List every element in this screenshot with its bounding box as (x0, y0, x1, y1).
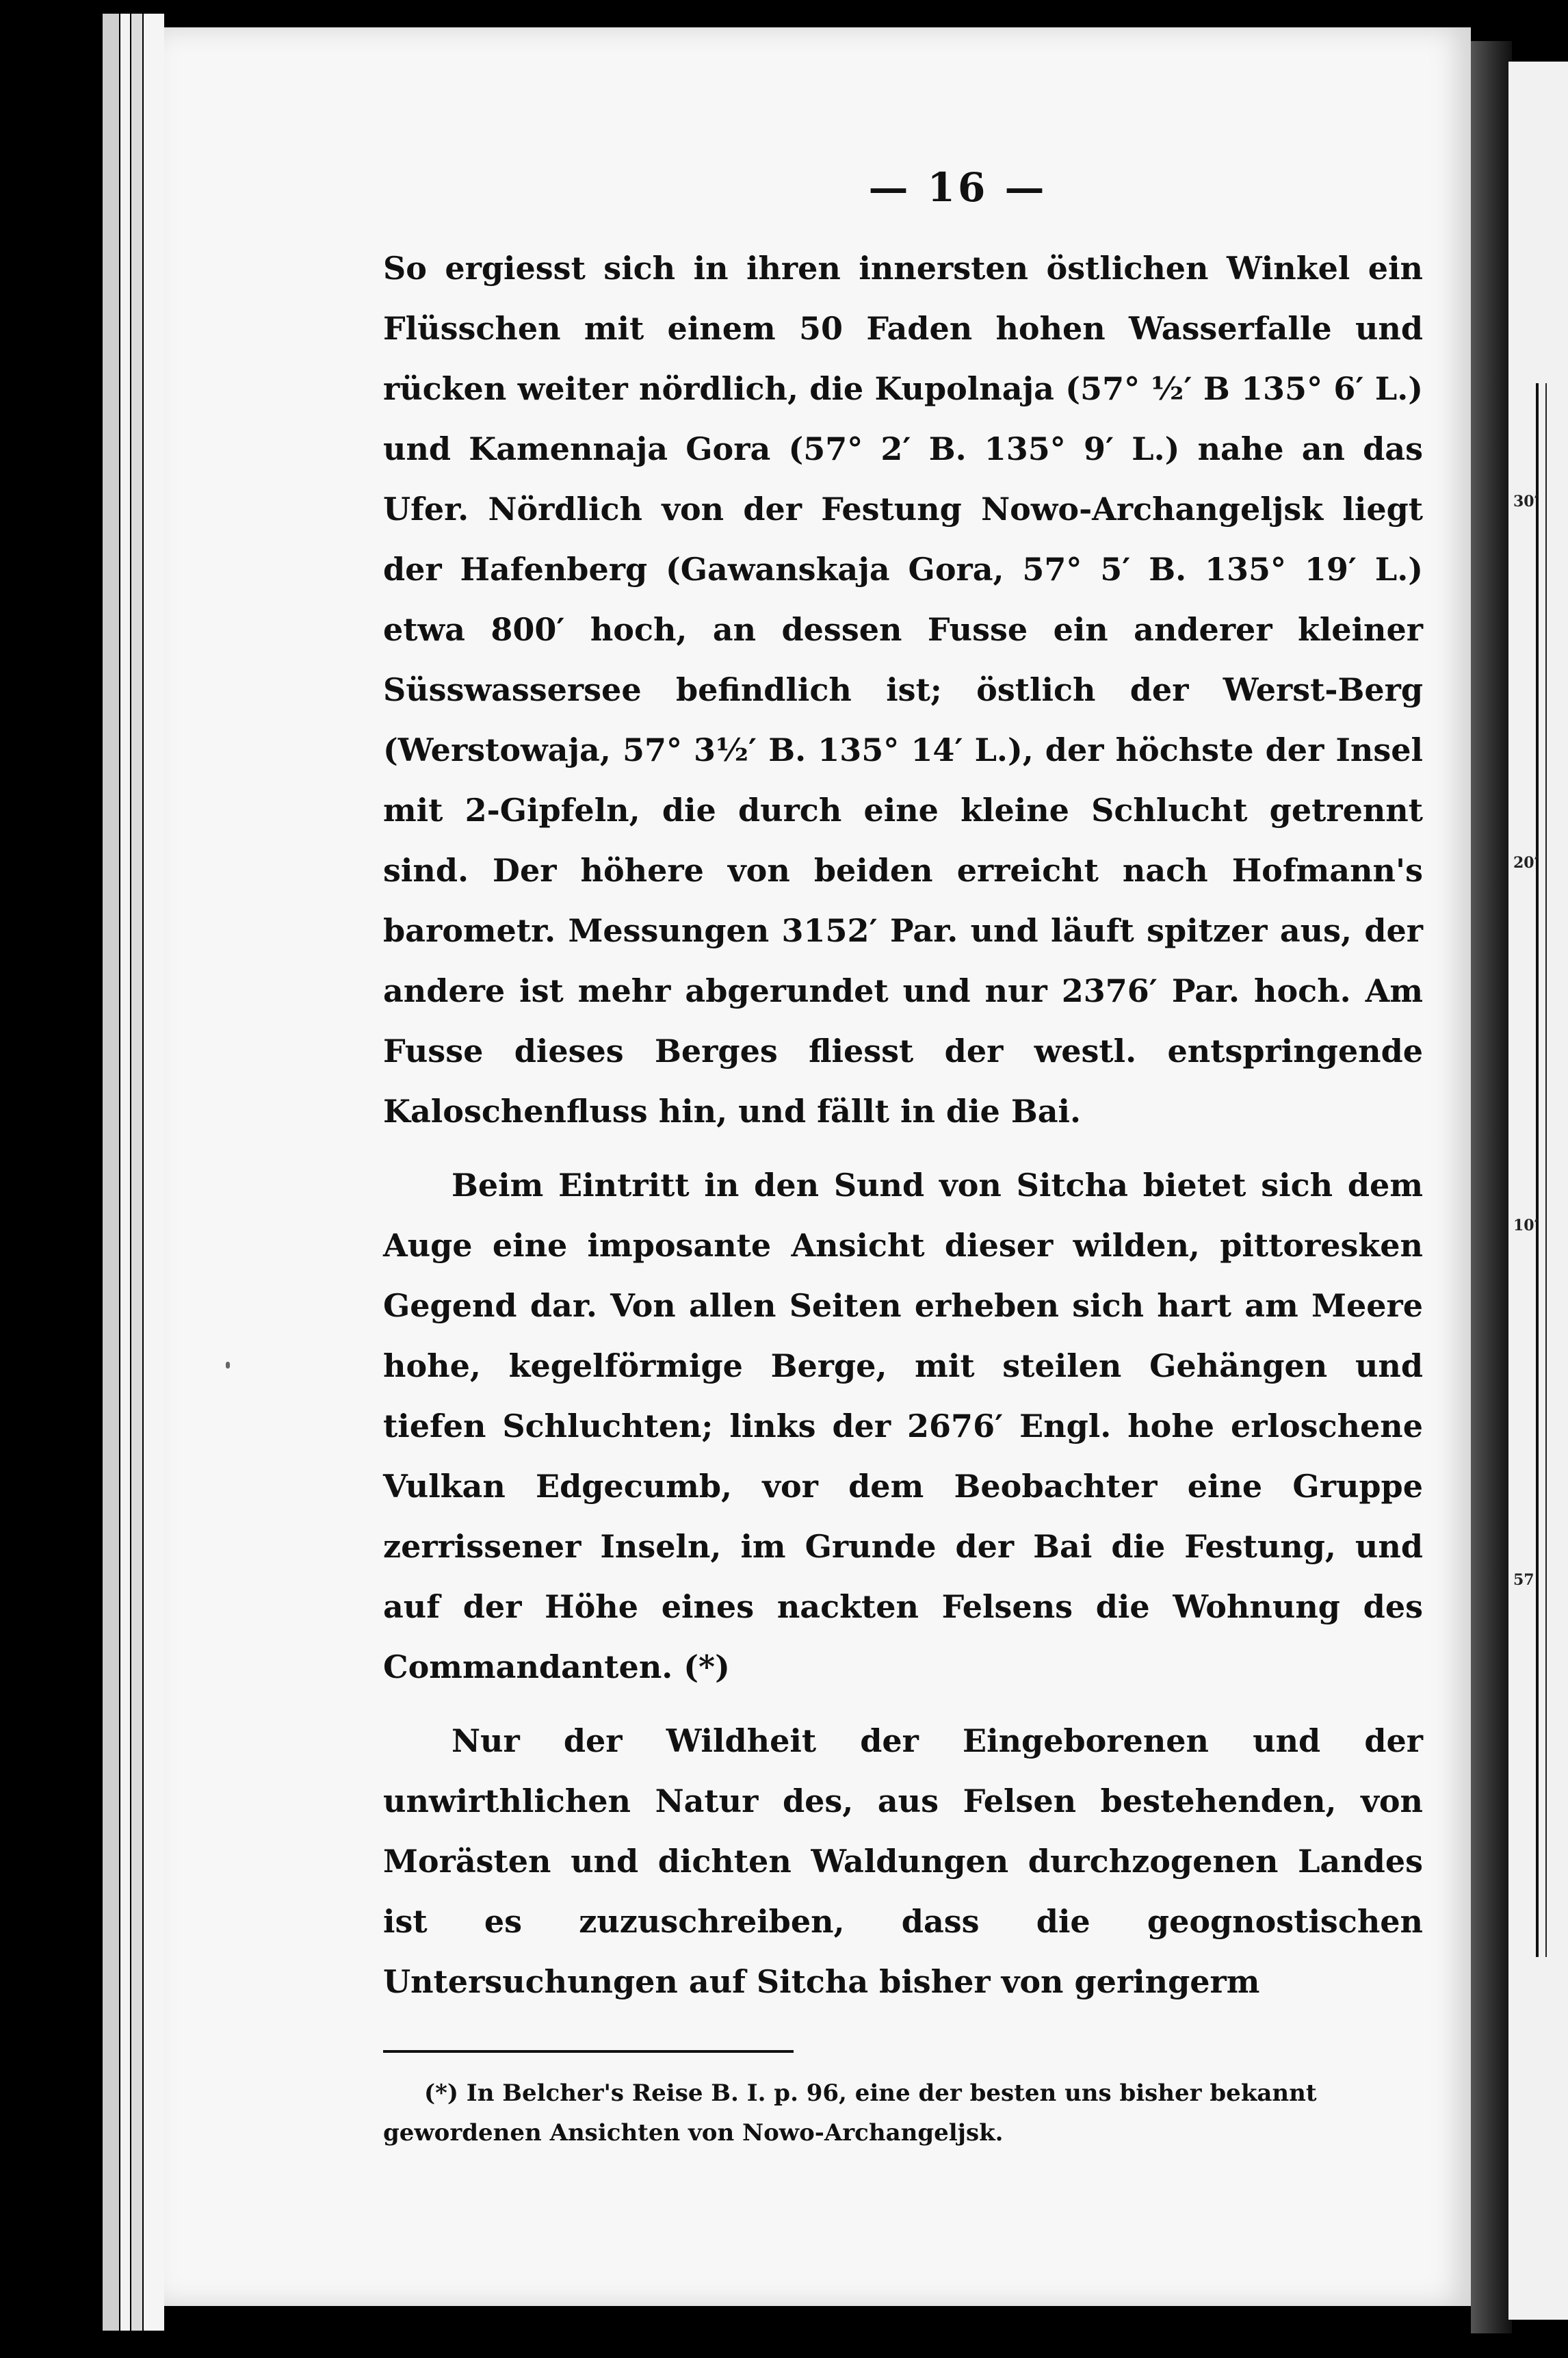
map-latitude-label: 20′ (1513, 854, 1539, 872)
page-content (383, 164, 1423, 2153)
page-edge (103, 14, 119, 2331)
book-gutter (1471, 41, 1512, 2333)
map-border (1536, 383, 1568, 1957)
map-latitude-label: 30′ (1513, 493, 1539, 510)
footnote-rule (383, 2050, 794, 2053)
map-latitude-label: 57 (1513, 1571, 1534, 1589)
paragraph: Beim Eintritt in den Sund von Sitcha bietet sich dem Auge eine imposante Ansicht dieser wilden, pittoresken Gegend dar. Von allen Seiten erheben sich hart am Meere hohe, kegelförmige Berge, mit steilen Gehängen und tiefen Schluchten; links der 2676′ Engl. hohe erloschene Vulkan Edgecumb, vor dem Beobachter eine Gruppe zerrissener Inseln, im Grunde der Bai die Festung, und auf der Höhe eines nackten Felsens die Wohnung des Commandanten. (*) (383, 1167, 1423, 1685)
paper-speck (226, 1362, 230, 1369)
page-edge (120, 14, 130, 2331)
page-edge (144, 14, 164, 2331)
page-number: — 16 — (868, 164, 1047, 211)
map-latitude-label: 10′ (1513, 1217, 1539, 1234)
paragraph: Nur der Wildheit der Eingeborenen und der unwirthlichen Natur des, aus Felsen bestehenden, von Morästen und dichten Waldungen durchzogenen Landes ist es zuzuschreiben, dass die geognostischen Untersuchungen auf Sitcha bisher von geringerm (383, 1722, 1423, 2000)
page-edge (131, 14, 142, 2331)
footnote: (*) In Belcher's Reise B. I. p. 96, eine der besten uns bisher bekannt gewordenen Ansichten von Nowo-Archangeljsk. (383, 2080, 1317, 2147)
paragraph: So ergiesst sich in ihren innersten östlichen Winkel ein Flüsschen mit einem 50 Faden hohen Wasserfalle und rücken weiter nördlich, die Kupolnaja (57° ½′ B 135° 6′ L.) und Kamennaja Gora (57° 2′ B. 135° 9′ L.) nahe an das Ufer. Nördlich von der Festung Nowo-Archangeljsk liegt der Hafenberg (Gawanskaja Gora, 57° 5′ B. 135° 19′ L.) etwa 800′ hoch, an dessen Fusse ein anderer kleiner Süsswassersee befindlich ist; östlich der Werst-Berg (Werstowaja, 57° 3½′ B. 135° 14′ L.), der höchste der Insel mit 2-Gipfeln, die durch eine kleine Schlucht getrennt sind. Der höhere von beiden erreicht nach Hofmann's barometr. Messungen 3152′ Par. und läuft spitzer aus, der andere ist mehr abgerundet und nur 2376′ Par. hoch. Am Fusse dieses Berges fliesst der westl. entspringende Kaloschenfluss hin, und fällt in die Bai. (383, 250, 1423, 1130)
